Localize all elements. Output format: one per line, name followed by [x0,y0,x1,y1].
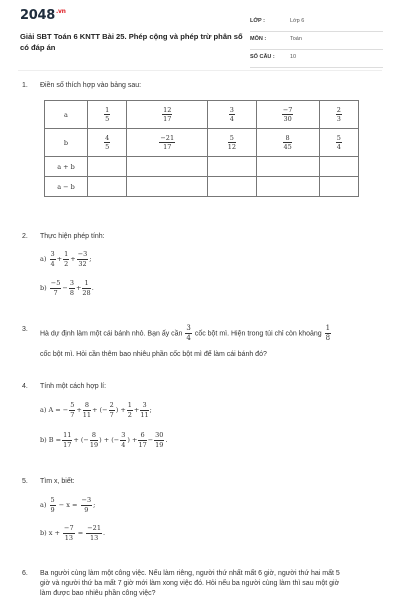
table-cell [319,129,358,157]
table-cell [208,129,257,157]
question-number: 6. [22,570,28,577]
part-label: b) [40,284,47,292]
q4-part-b [40,432,168,448]
punctuation: . [91,284,94,292]
numerator: 5 [50,496,55,504]
question-3-line-2: cốc bột mì. Hỏi cần thêm bao nhiêu phần cốc bột mì để làm cái bánh đó? [40,351,267,358]
question-number: 5. [22,478,28,485]
numerator: 8 [283,135,291,144]
denominator: 13 [89,533,99,542]
denominator: 7 [53,288,58,297]
question-6-line-3: làm được bao nhiêu phần công việc? [40,590,156,597]
meta-value: 10 [290,54,297,60]
question-text: Thực hiện phép tính: [40,233,105,240]
operator: − [147,436,154,444]
numerator: 6 [138,432,146,441]
meta-row-subject [250,32,383,50]
denominator: 7 [109,410,114,419]
fraction [62,432,72,448]
numerator: 5 [70,401,75,409]
denominator: 2 [64,259,69,268]
numerator: −7 [64,524,74,532]
table-row [45,129,359,157]
fraction [77,250,92,268]
fraction [138,432,146,448]
numerator: −7 [282,105,293,114]
fraction [83,402,91,418]
operator: + [75,284,82,292]
part-label: b) B = [40,436,62,444]
row-label: a + b [45,157,88,177]
numerator: 1 [325,324,331,332]
question-text: Tính một cách hợp lí: [40,383,107,390]
meta-row-class [250,14,383,32]
operator: + [133,406,140,414]
table-cell[interactable] [127,157,208,177]
table-row [45,177,359,197]
table-cell[interactable] [88,177,127,197]
fraction [50,497,56,513]
part-label: a) A = − [40,406,69,414]
q4-part-a [40,402,152,418]
operator: + [76,406,82,414]
punctuation: . [102,529,106,537]
denominator: 5 [105,115,110,123]
table-cell [256,129,319,157]
denominator: 19 [89,440,99,449]
operator: = [77,529,84,537]
table-row [45,101,359,129]
denominator: 8 [69,288,74,297]
fraction [336,135,342,151]
denominator: 4 [121,440,126,449]
denominator: 7 [70,410,75,419]
meta-panel [250,14,383,68]
fraction [154,432,164,448]
table-cell [88,129,127,157]
denominator: 30 [283,115,292,123]
q2-part-b [40,280,94,296]
table-cell[interactable] [127,177,208,197]
denominator: 17 [163,143,172,151]
table-cell[interactable] [256,157,319,177]
denominator: 17 [163,115,172,123]
fraction [63,251,69,267]
numerator: −21 [160,133,175,142]
question-number: 1. [22,82,28,89]
fraction [81,496,96,514]
denominator: 45 [283,143,292,151]
fraction [82,280,90,296]
fraction [140,402,148,418]
numerator: 1 [127,401,132,409]
question-number: 2. [22,233,28,240]
denominator: 9 [84,505,89,514]
denominator: 4 [50,259,55,268]
numerator: 2 [109,401,114,409]
site-logo[interactable] [20,8,66,23]
denominator: 17 [63,440,72,449]
numerator: 11 [63,431,72,439]
numerator: 3 [121,431,126,439]
table-cell [127,129,208,157]
fraction [120,432,126,448]
row-label: a − b [45,177,88,197]
numerator: 1 [82,280,90,289]
meta-row-count [250,50,383,68]
denominator: 28 [82,288,91,297]
question-text: Hà dự định làm một cái bánh nhỏ. Bạn ấy cần [40,330,183,338]
part-label: b) x + [40,529,60,537]
meta-key: MÔN : [250,36,267,42]
fraction [325,325,331,342]
denominator: 12 [227,143,236,151]
meta-value: Lớp 6 [290,18,305,24]
punctuation: . [165,436,168,444]
numerator: 3 [229,105,234,114]
numerator: 5 [228,135,236,144]
table-cell [127,101,208,129]
numerator: 4 [105,133,110,142]
numerator: 3 [140,402,148,411]
table-cell[interactable] [256,177,319,197]
numerator: 30 [155,431,164,439]
denominator: 3 [336,115,341,123]
table-cell [208,101,257,129]
denominator: 4 [229,115,234,123]
header-divider [18,70,382,71]
meta-value: Toán [290,36,302,42]
fraction [282,107,294,123]
table-cell [256,101,319,129]
fraction [228,135,236,151]
punctuation: ; [149,406,152,414]
fraction [86,525,102,541]
numerator: 2 [336,105,341,114]
meta-key: LỚP : [250,18,265,24]
row-label: b [45,129,88,157]
part-label: a) [40,255,47,263]
denominator: 4 [336,143,341,151]
numerator: −3 [81,496,92,504]
question-6-line-2: giờ và người thứ ba mất 7 giờ mới làm xong việc đó. Hỏi nếu ba người cùng làm thì sau một giờ [40,580,340,587]
punctuation: ; [89,255,92,263]
numerator: 3 [69,279,74,287]
fraction [50,251,56,267]
q5-part-b [40,525,105,541]
denominator: 17 [138,440,147,449]
question-6-line-1: Ba người cùng làm một công việc. Nếu làm riêng, người thứ nhất mất 6 giờ, người thứ hai mất 5 [40,570,340,577]
fraction-table [44,100,359,197]
denominator: 2 [127,410,132,419]
operator: ) + [115,406,126,414]
fraction [104,107,110,123]
document-title: Giải SBT Toán 6 KNTT Bài 25. Phép cộng và phép trừ phân số có đáp án [20,32,243,52]
numerator: −3 [77,250,88,258]
logo-suffix: .vn [55,8,66,15]
denominator: 5 [105,143,110,151]
denominator: 11 [140,410,149,419]
part-label: a) [40,501,47,509]
denominator: 32 [78,259,87,268]
operator: − [62,284,68,292]
operator: + (− [73,436,89,444]
operator: + (− [92,406,108,414]
table-cell[interactable] [319,177,358,197]
fraction [104,135,110,151]
fraction [69,402,75,418]
fraction [283,135,291,151]
numerator: 12 [163,105,172,114]
q2-part-a [40,251,91,267]
operator: + [56,255,63,263]
numerator: 8 [83,402,91,411]
question-text: Tìm x, biết: [40,478,75,485]
table-row [45,157,359,177]
meta-key: SỐ CÂU : [250,54,275,60]
numerator: 5 [336,133,341,142]
question-text: cốc bột mì. Hiện trong túi chỉ còn khoảng [194,330,322,338]
table-cell[interactable] [208,157,257,177]
fraction [162,107,172,123]
operator: − x = [58,501,78,509]
denominator: 19 [155,440,164,449]
denominator: 8 [325,334,331,342]
question-3-line-1 [40,325,332,342]
table-cell [88,101,127,129]
fraction [50,280,62,296]
fraction [90,432,98,448]
numerator: 3 [186,324,191,332]
page-header [18,8,383,60]
table-cell [319,101,358,129]
fraction [109,402,115,418]
fraction [69,280,75,296]
question-text: Điền số thích hợp vào bảng sau: [40,82,142,89]
fraction [229,107,235,123]
fraction [185,325,191,342]
numerator: −5 [50,279,61,287]
numerator: 3 [50,250,55,258]
logo-text: 2048 [20,8,55,23]
question-number: 4. [22,383,28,390]
table-cell[interactable] [208,177,257,197]
fraction [63,525,75,541]
q5-part-a [40,497,95,513]
row-label: a [45,101,88,129]
fraction [336,107,342,123]
numerator: 8 [90,432,98,441]
fraction [127,402,133,418]
punctuation: ; [93,501,96,509]
fraction [159,135,175,151]
denominator: 13 [64,533,73,542]
denominator: 4 [186,334,191,342]
question-number: 3. [22,326,28,333]
operator: + [70,255,76,263]
operator: ) + [127,436,138,444]
numerator: 1 [105,105,110,114]
table-cell[interactable] [88,157,127,177]
numerator: −21 [87,524,101,532]
denominator: 9 [50,505,55,514]
numerator: 1 [64,250,69,258]
table-cell[interactable] [319,157,358,177]
denominator: 11 [82,410,92,419]
operator: ) + (− [99,436,120,444]
